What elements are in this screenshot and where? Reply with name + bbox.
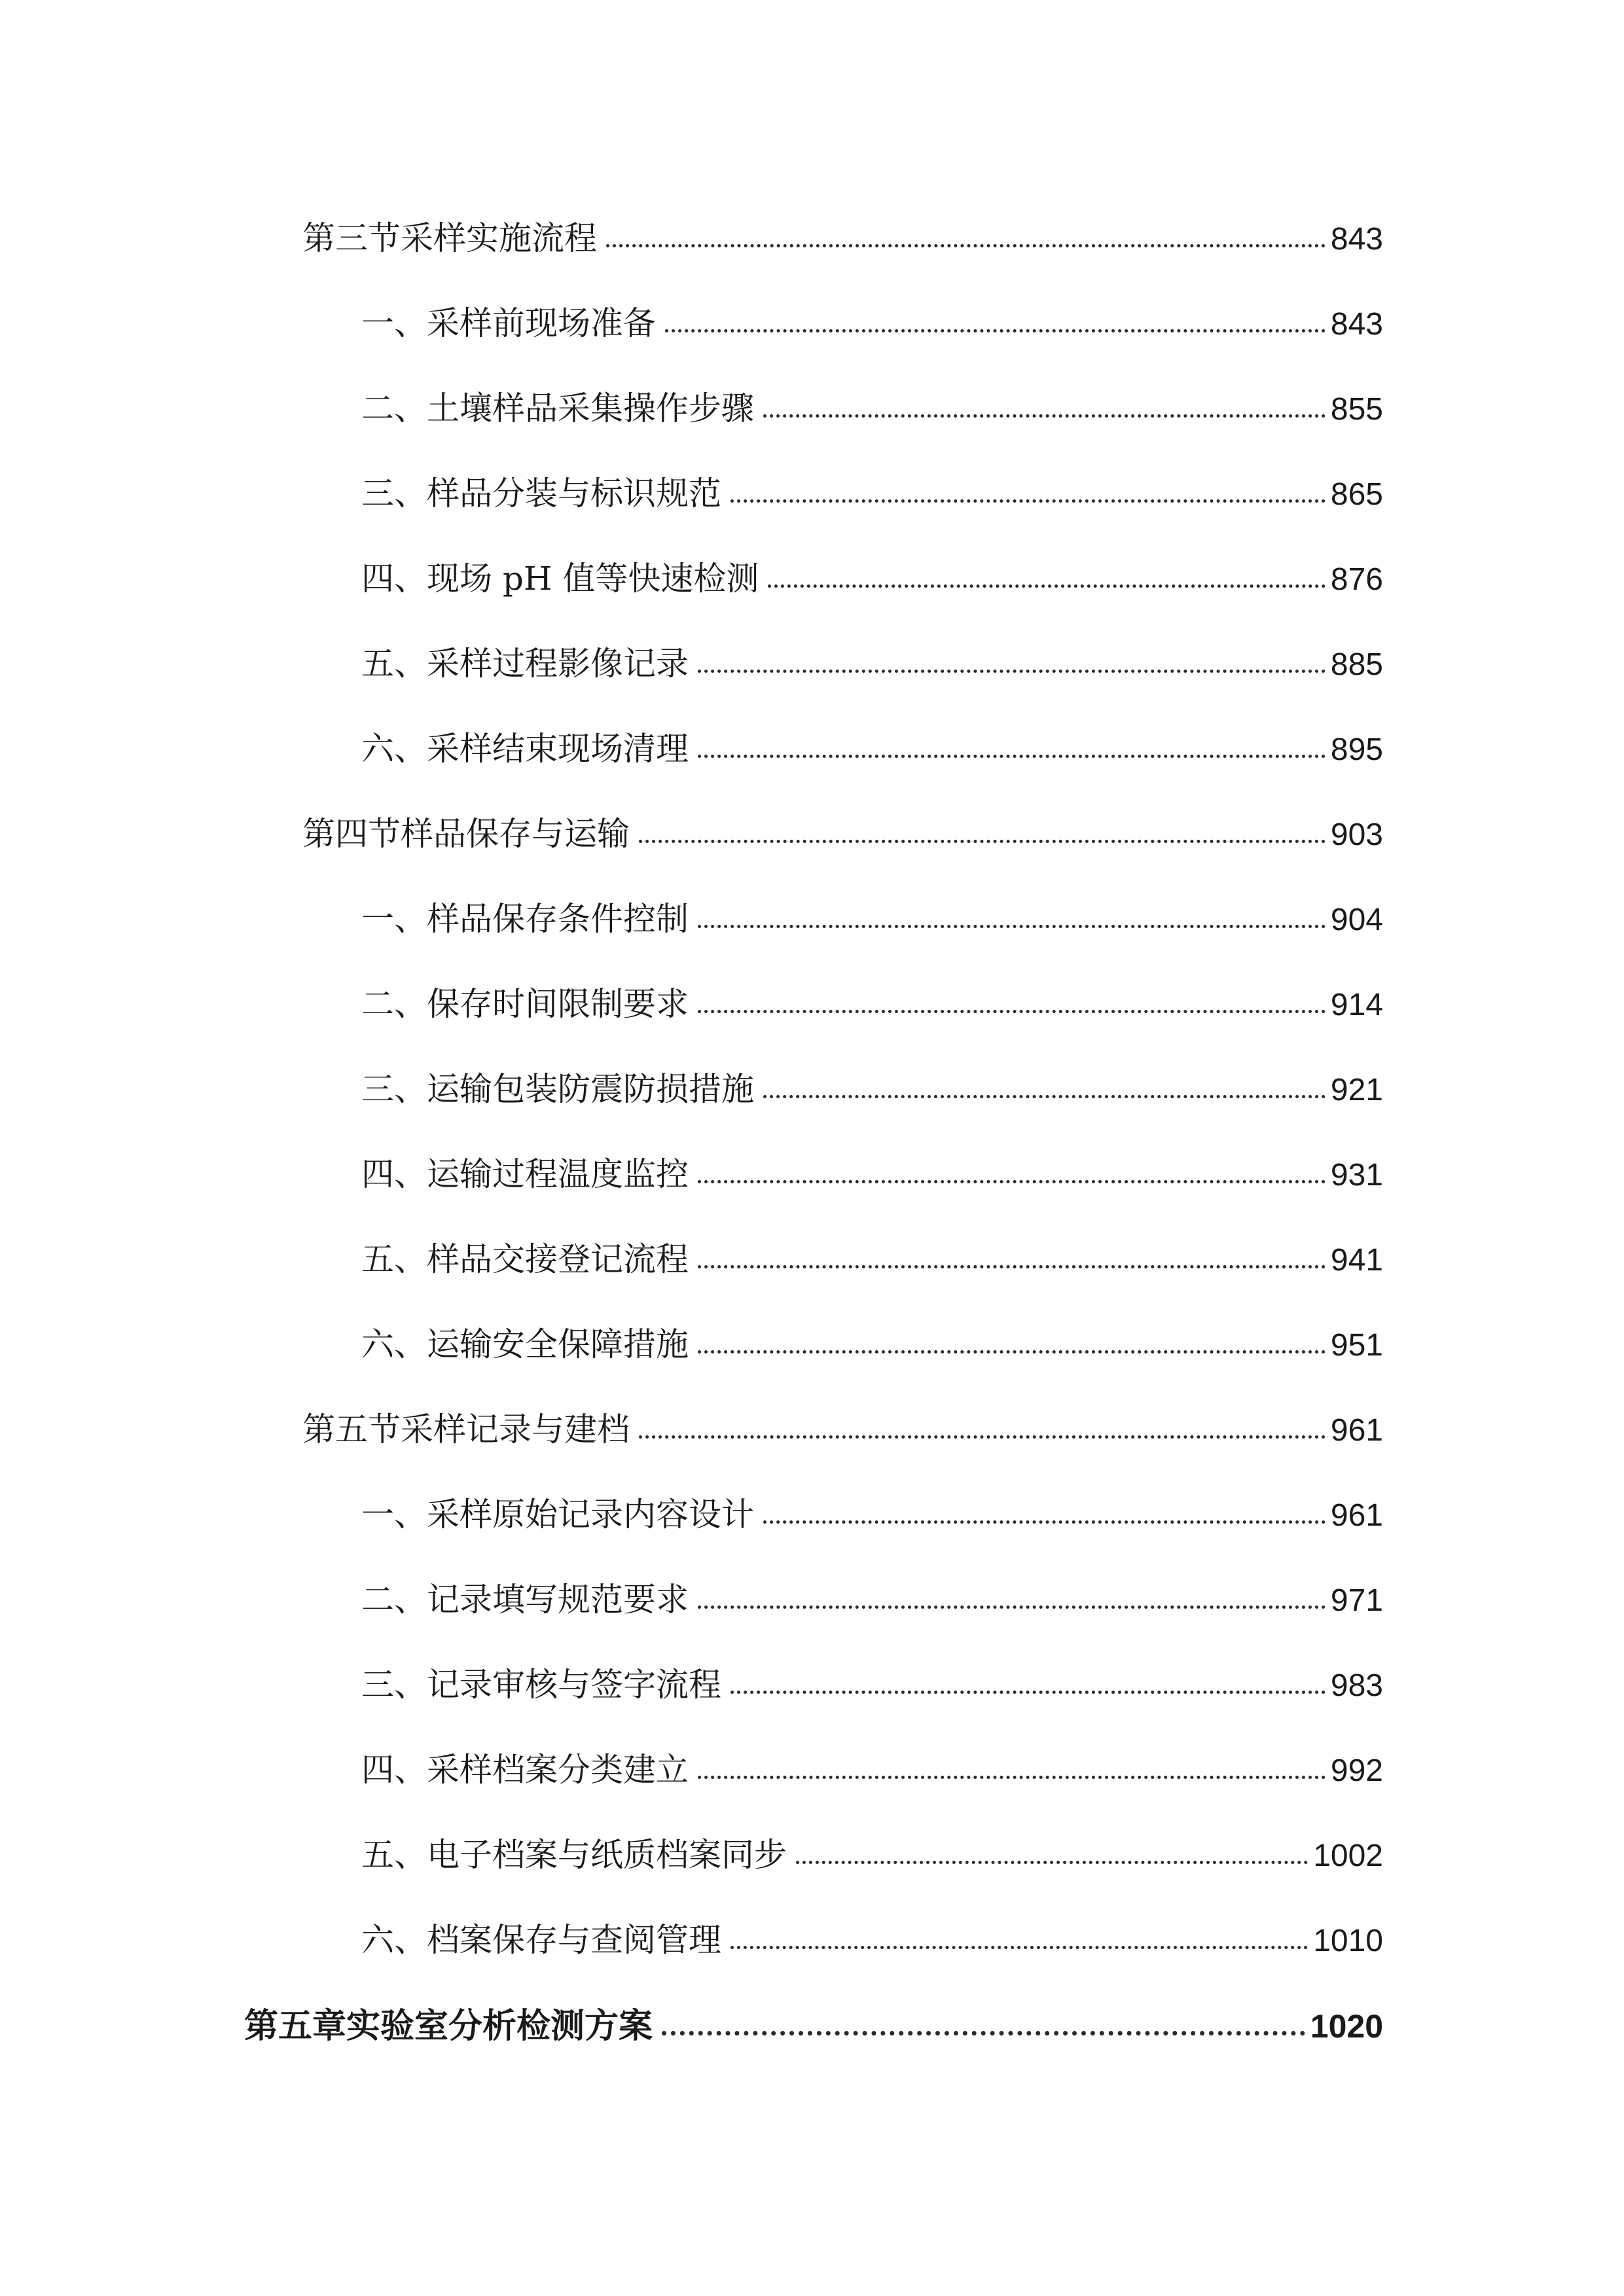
toc-entry-title: 二、记录填写规范要求 (361, 1581, 689, 1619)
toc-entry-item[interactable] (361, 978, 1383, 1030)
toc-entry-item[interactable] (361, 467, 1383, 520)
toc-page-number: 885 (1330, 647, 1383, 682)
toc-page-number: 941 (1330, 1243, 1383, 1278)
toc-entry-title: 第四节样品保存与运输 (302, 815, 630, 853)
toc-page-number: 992 (1330, 1753, 1383, 1788)
toc-entry-title: 一、样品保存条件控制 (361, 900, 689, 938)
toc-entry-item[interactable] (361, 552, 1383, 605)
toc-entry-title: 五、电子档案与纸质档案同步 (361, 1836, 787, 1874)
toc-entry-title: 三、运输包装防震防损措施 (361, 1070, 754, 1108)
toc-page-number: 843 (1330, 307, 1383, 342)
toc-entry-section[interactable] (302, 212, 1383, 264)
toc-dot-leader (731, 467, 1326, 520)
toc-entry-item[interactable] (361, 382, 1383, 435)
toc-entry-title: 五、样品交接登记流程 (361, 1240, 689, 1278)
toc-dot-leader (606, 212, 1326, 264)
toc-entry-item[interactable] (361, 1063, 1383, 1115)
toc-entry-item[interactable] (361, 1488, 1383, 1541)
toc-page-number: 1010 (1313, 1924, 1383, 1958)
toc-entry-item[interactable] (361, 1659, 1383, 1711)
toc-entry-title: 三、样品分装与标识规范 (361, 475, 721, 512)
toc-dot-leader (731, 1659, 1326, 1711)
toc-entry-title: 四、运输过程温度监控 (361, 1155, 689, 1193)
toc-page-number: 961 (1330, 1413, 1383, 1448)
toc-entry-item[interactable] (361, 1829, 1383, 1881)
toc-dot-leader (665, 297, 1326, 350)
toc-entry-section[interactable] (302, 808, 1383, 860)
toc-page-number: 921 (1330, 1073, 1383, 1107)
toc-entry-title: 六、档案保存与查阅管理 (361, 1921, 721, 1959)
toc-entry-item[interactable] (361, 1148, 1383, 1200)
toc-entry-item[interactable] (361, 1744, 1383, 1796)
toc-page-number: 865 (1330, 477, 1383, 512)
toc-page-number: 904 (1330, 903, 1383, 937)
toc-page-number: 855 (1330, 392, 1383, 427)
toc-entry-section[interactable] (302, 1403, 1383, 1456)
toc-dot-leader (763, 382, 1326, 435)
toc-entry-item[interactable] (361, 297, 1383, 350)
toc-entry-title: 六、运输安全保障措施 (361, 1325, 689, 1363)
toc-entry-item[interactable] (361, 723, 1383, 775)
toc-entry-title: 二、土壤样品采集操作步骤 (361, 389, 754, 427)
toc-page-number: 931 (1330, 1158, 1383, 1193)
toc-dot-leader (698, 1318, 1326, 1371)
toc-dot-leader (639, 808, 1326, 860)
toc-dot-leader (763, 1488, 1326, 1541)
toc-entry-title: 第五章实验室分析检测方案 (244, 2006, 653, 2046)
toc-entry-title: 四、采样档案分类建立 (361, 1751, 689, 1789)
toc-entry-title: 五、采样过程影像记录 (361, 645, 689, 683)
toc-dot-leader (698, 893, 1326, 945)
toc-dot-leader (639, 1403, 1326, 1456)
toc-dot-leader (698, 1744, 1326, 1796)
toc-entry-item[interactable] (361, 1233, 1383, 1285)
toc-dot-leader (698, 723, 1326, 775)
toc-dot-leader (731, 1914, 1308, 1966)
toc-entry-item[interactable] (361, 637, 1383, 690)
toc-page-number: 1002 (1313, 1839, 1383, 1873)
toc-entry-chapter[interactable] (244, 2000, 1383, 2053)
toc-page-number: 903 (1330, 817, 1383, 852)
toc-dot-leader (698, 978, 1326, 1030)
toc-page-number: 951 (1330, 1328, 1383, 1363)
toc-entry-title: 四、现场 pH 值等快速检测 (361, 560, 759, 598)
toc-entry-item[interactable] (361, 893, 1383, 945)
toc-entry-item[interactable] (361, 1914, 1383, 1966)
toc-entry-title: 第五节采样记录与建档 (302, 1410, 630, 1448)
toc-dot-leader (698, 1148, 1326, 1200)
toc-entry-title: 三、记录审核与签字流程 (361, 1666, 721, 1704)
toc-page-number: 983 (1330, 1668, 1383, 1703)
toc-page-number: 971 (1330, 1583, 1383, 1618)
toc-entry-title: 一、采样前现场准备 (361, 304, 656, 342)
toc-page-number: 895 (1330, 732, 1383, 767)
toc-dot-leader (698, 1233, 1326, 1285)
toc-page-number: 876 (1330, 562, 1383, 597)
toc-dot-leader (662, 2000, 1305, 2053)
toc-entry-title: 二、保存时间限制要求 (361, 985, 689, 1023)
toc-dot-leader (768, 552, 1326, 605)
toc-entry-item[interactable] (361, 1573, 1383, 1626)
toc-dot-leader (763, 1063, 1326, 1115)
toc-dot-leader (796, 1829, 1308, 1881)
toc-dot-leader (698, 637, 1326, 690)
toc-page-number: 843 (1330, 222, 1383, 257)
toc-entry-item[interactable] (361, 1318, 1383, 1371)
toc-page-number: 961 (1330, 1498, 1383, 1533)
toc-entry-title: 第三节采样实施流程 (302, 219, 597, 257)
toc-page-number: 914 (1330, 988, 1383, 1022)
toc-page-number: 1020 (1310, 2008, 1383, 2045)
toc-entry-title: 六、采样结束现场清理 (361, 730, 689, 768)
toc-entry-title: 一、采样原始记录内容设计 (361, 1496, 754, 1534)
toc-dot-leader (698, 1573, 1326, 1626)
